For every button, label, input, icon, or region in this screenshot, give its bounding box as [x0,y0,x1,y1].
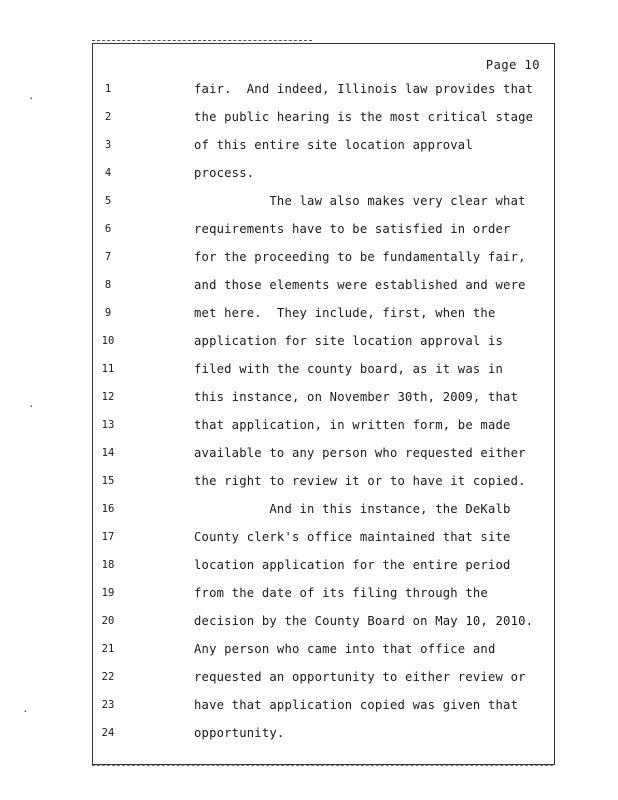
line-number: 22 [101,671,115,683]
transcript-line: have that application copied was given that [194,698,519,712]
line-number: 10 [101,335,115,347]
line-number: 18 [101,559,115,571]
transcript-line: met here. They include, first, when the [194,306,496,320]
transcript-line: for the proceeding to be fundamentally fair, [194,250,526,264]
line-number: 7 [104,251,112,263]
line-number: 11 [101,363,115,375]
top-rule [92,40,312,41]
line-number: 12 [101,391,115,403]
transcript-line: And in this instance, the DeKalb [194,502,511,516]
transcript-line: the public hearing is the most critical stage [194,110,534,124]
transcript-line: process. [194,166,255,180]
line-number: 1 [104,83,112,95]
margin-mark: · [22,705,29,718]
line-number: 19 [101,587,115,599]
line-number: 13 [101,419,115,431]
transcript-line: requirements have to be satisfied in order [194,222,511,236]
margin-mark: · [28,400,35,413]
line-number: 4 [104,167,112,179]
line-number: 8 [104,279,112,291]
transcript-line: available to any person who requested either [194,446,526,460]
line-number: 9 [104,307,112,319]
transcript-line: that application, in written form, be made [194,418,511,432]
line-number: 5 [104,195,112,207]
transcript-line: requested an opportunity to either review or [194,670,526,684]
line-number: 6 [104,223,112,235]
line-number: 17 [101,531,115,543]
transcript-line: County clerk's office maintained that site [194,530,511,544]
transcript-line: Any person who came into that office and [194,642,496,656]
transcript-line: decision by the County Board on May 10, 2010. [194,614,534,628]
line-number: 2 [104,111,112,123]
transcript-line: of this entire site location approval [194,138,473,152]
transcript-line: opportunity. [194,726,285,740]
transcript-line: from the date of its filing through the [194,586,488,600]
transcript-line: application for site location approval is [194,334,504,348]
transcript-page [92,43,555,765]
transcript-line: the right to review it or to have it copied. [194,474,526,488]
transcript-line: this instance, on November 30th, 2009, that [194,390,519,404]
transcript-line: fair. And indeed, Illinois law provides that [194,82,534,96]
line-number: 3 [104,139,112,151]
page-number: Page 10 [485,58,540,72]
line-number: 24 [101,727,115,739]
line-number: 16 [101,503,115,515]
transcript-line: filed with the county board, as it was in [194,362,504,376]
line-number: 14 [101,447,115,459]
line-number: 15 [101,475,115,487]
margin-mark: · [28,92,35,105]
transcript-line: location application for the entire period [194,558,511,572]
line-number: 23 [101,699,115,711]
transcript-line: and those elements were established and were [194,278,526,292]
line-number: 21 [101,643,115,655]
line-number: 20 [101,615,115,627]
bottom-rule [92,765,553,766]
transcript-line: The law also makes very clear what [194,194,526,208]
